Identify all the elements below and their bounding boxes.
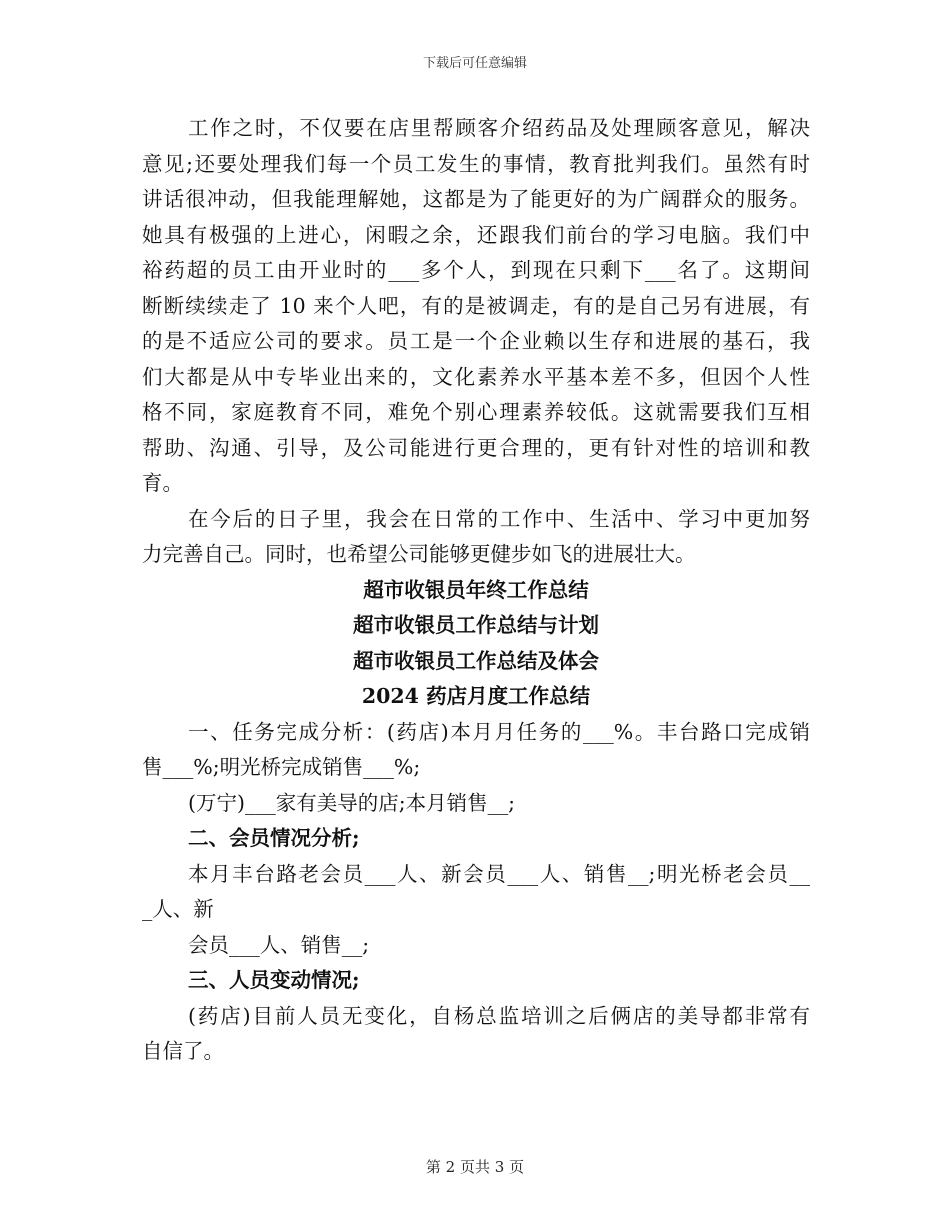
paragraph-line: 讲话很冲动，但我能理解她，这都是为了能更好的为广阔群众的服务。 <box>142 187 810 211</box>
section-title: 超市收银员工作总结及体会 <box>353 648 599 673</box>
paragraph-line: 的是不适应公司的要求。员工是一个企业赖以生存和进展的基石，我 <box>142 329 810 353</box>
paragraph-line: _人、新 <box>142 897 214 921</box>
paragraph-line: 会员___人、销售__; <box>188 932 370 957</box>
paragraph-line: 工作之时，不仅要在店里帮顾客介绍药品及处理顾客意见，解决 <box>188 116 810 140</box>
paragraph-line: 断断续续走了 10 来个人吧，有的是被调走，有的是自己另有进展，有 <box>142 293 810 318</box>
paragraph-line: 一、任务完成分析：(药店)本月月任务的___%。丰台路口完成销 <box>188 719 810 744</box>
paragraph-line: 自信了。 <box>142 1039 224 1063</box>
paragraph-line: 意见;还要处理我们每一个员工发生的事情，教育批判我们。虽然有时 <box>142 151 810 176</box>
paragraph-line: 育。 <box>142 471 183 495</box>
paragraph-line: 售___%;明光桥完成销售___%; <box>142 755 421 779</box>
paragraph-line: 们大都是从中专毕业出来的，文化素养水平基本差不多，但因个人性 <box>142 364 810 389</box>
paragraph-line: 在今后的日子里，我会在日常的工作中、生活中、学习中更加努 <box>188 506 810 531</box>
section-title: 超市收银员工作总结与计划 <box>353 613 599 637</box>
paragraph-line: 帮助、沟通、引导，及公司能进行更合理的，更有针对性的培训和教 <box>142 435 810 460</box>
section-title: 2024 药店月度工作总结 <box>361 684 591 708</box>
section-heading: 二、会员情况分析; <box>188 826 360 850</box>
paragraph-line: 力完善自己。同时，也希望公司能够更健步如飞的进展壮大。 <box>142 542 696 566</box>
paragraph-line: 她具有极强的上进心，闲暇之余，还跟我们前台的学习电脑。我们中 <box>142 222 810 247</box>
paragraph-line: 格不同，家庭教育不同，难免个别心理素养较低。这就需要我们互相 <box>142 400 810 424</box>
section-heading: 三、人员变动情况; <box>188 968 360 992</box>
document-body <box>142 111 810 1070</box>
page-header: 下载后可任意编辑 <box>422 56 527 71</box>
paragraph-line: (万宁)___家有美导的店;本月销售__; <box>188 790 516 815</box>
paragraph-line: (药店)目前人员无变化，自杨总监培训之后俩店的美导都非常有 <box>188 1003 810 1028</box>
paragraph-line: 裕药超的员工由开业时的___多个人，到现在只剩下___名了。这期间 <box>142 258 810 282</box>
page-footer: 第 2 页共 3 页 <box>425 1158 525 1176</box>
paragraph-line: 本月丰台路老会员___人、新会员___人、销售__;明光桥老会员__ <box>188 861 810 886</box>
section-title: 超市收银员年终工作总结 <box>363 577 589 602</box>
